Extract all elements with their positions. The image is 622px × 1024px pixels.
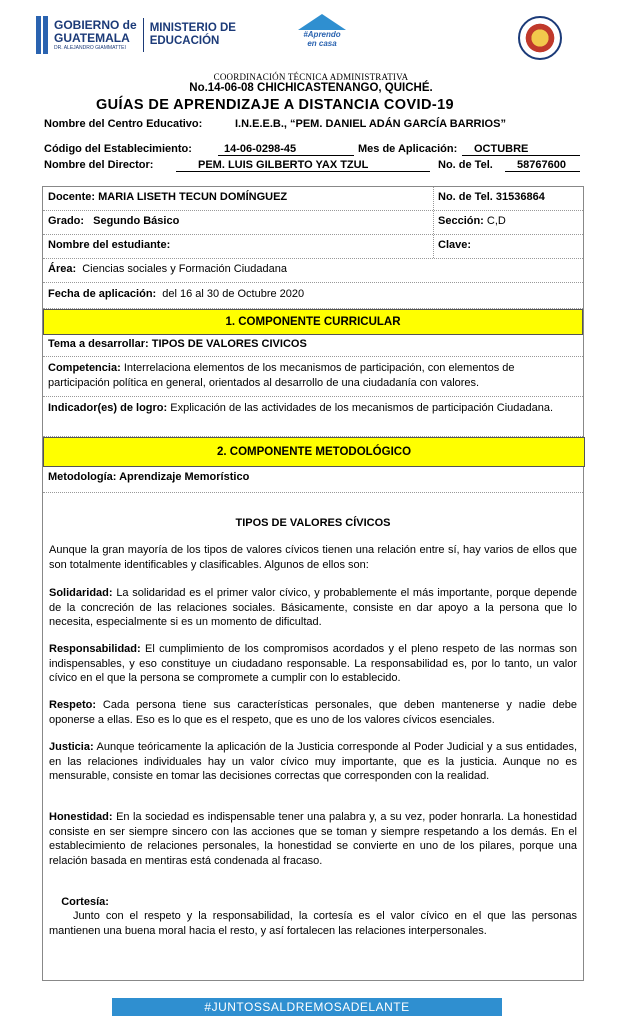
topic-label: Tema a desarrollar: [48, 338, 149, 350]
ministry-line2: EDUCACIÓN [149, 35, 220, 47]
area-row [43, 259, 583, 283]
value-term: Solidaridad: [49, 587, 113, 599]
section-label: Sección: [438, 215, 484, 227]
director-label: Nombre del Director: [44, 159, 154, 171]
area-value: Ciencias sociales y Formación Ciudadana [82, 263, 288, 275]
aprendo-en-casa-house-icon [298, 14, 346, 30]
teacher-name: Docente: MARIA LISETH TECUN DOMÍNGUEZ [48, 191, 288, 203]
component-curricular-header: 1. COMPONENTE CURRICULAR [43, 309, 583, 335]
value-text: El cumplimiento de los compromisos acordados y el pleno respeto de las normas son indispensables, y eso constituye un ciudadano responsable. La responsabilidad es, por lo tanto, un valor cívico en el que la persona se compromete a cumplir con lo establecido. [49, 643, 577, 684]
value-justicia [49, 740, 577, 784]
grade-row [43, 211, 583, 235]
gov-sub: DR. ALEJANDRO GIAMMATTEI [54, 44, 126, 51]
center-label: Nombre del Centro Educativo: [44, 118, 203, 130]
value-term: Honestidad: [49, 811, 113, 823]
phone-label: No. de Tel. [438, 159, 493, 171]
teacher-phone-label: No. de Tel. [438, 191, 493, 203]
content-title: TIPOS DE VALORES CÍVICOS [235, 517, 391, 529]
value-text: La solidaridad es el primer valor cívico, y probablemente el más importante, porque depende de la concreción de las relaciones sociales. Básicamente, consiste en dar apoyo a la persona que lo necesita, especialmente si es un momento de dificultad. [49, 587, 578, 628]
method-label: Metodología: [48, 471, 117, 483]
coordination-line: COORDINACIÓN TÉCNICA ADMINISTRATIVA [213, 72, 409, 82]
gov-line2: GUATEMALA [54, 30, 130, 45]
school-seal-icon [518, 16, 562, 60]
content-intro: Aunque la gran mayoría de los tipos de valores cívicos tienen una relación entre sí, hay varios de ellos que son totalmente identificables y clasificables. Algunos de ellos son: [49, 544, 577, 571]
competence-label: Competencia: [48, 362, 121, 374]
value-text: Aunque teóricamente la aplicación de la Justicia corresponde al Poder Judicial y a sus entidades, en las relaciones individuales hay un valor cívico muy importante, que es la justicia. Aunque no es mensurable, consiste en tomar las decisiones correctas que corresponden con la realidad. [49, 741, 577, 782]
date-value: del 16 al 30 de Octubre 2020 [162, 288, 305, 300]
value-term: Responsabilidad: [49, 643, 141, 655]
competence-row [43, 357, 583, 397]
method-value: Aprendizaje Memorístico [119, 471, 250, 483]
student-row [43, 235, 583, 259]
guide-title: GUÍAS DE APRENDIZAJE A DISTANCIA COVID-19 [96, 97, 454, 113]
value-text: En la sociedad es indispensable tener una palabra y, a su vez, poder honrarla. La honestidad consiste en ser siempre sincero con las acciones que se toman y siempre respetando a los demás. En el establecimiento de relaciones personales, la honestidad se convierte en uno de los pilares, porque una relación basada en mentiras está condenada al fracaso. [49, 811, 577, 867]
location-line: No.14-06-08 CHICHICASTENANGO, QUICHÉ. [189, 82, 433, 94]
student-label: Nombre del estudiante: [48, 239, 171, 251]
competence-value: Interrelaciona elementos de los mecanismos de participación, con elementos de participación política en general, orientados al desarrollo de una ciudadanía con valores. [48, 362, 515, 389]
value-text: Junto con el respeto y la responsabilidad, la cortesía es el valor cívico en el que las personas mantienen una buena moral hacia el resto, y así fortalecen las relaciones interpersonales. [49, 910, 596, 937]
value-honestidad [49, 810, 577, 868]
indicator-value: Explicación de las actividades de los mecanismos de participación Ciudadana. [170, 402, 554, 414]
value-responsabilidad [49, 642, 577, 686]
value-term: Respeto: [49, 699, 97, 711]
topic-value: TIPOS DE VALORES CIVICOS [151, 338, 307, 350]
date-label: Fecha de aplicación: [48, 288, 157, 300]
month-value: OCTUBRE [462, 143, 580, 156]
component-metodologico-header: 2. COMPONENTE METODOLÓGICO [43, 437, 585, 467]
aprendo-label: #Aprendo en casa [303, 30, 341, 48]
key-label: Clave: [438, 239, 472, 251]
director-value: PEM. LUIS GILBERTO YAX TZUL [176, 159, 430, 172]
guide-table [42, 186, 596, 981]
logo-divider [143, 18, 144, 52]
value-respeto [49, 698, 577, 727]
value-term: Cortesía: [61, 895, 109, 908]
value-cortesia [49, 880, 596, 953]
date-row [43, 283, 583, 309]
value-solidaridad [49, 586, 577, 630]
area-label: Área: [48, 263, 77, 275]
footer-hashtag-banner: #JUNTOSSALDREMOSADELANTE [112, 998, 502, 1016]
gobierno-guatemala-logo [36, 14, 246, 56]
phone-value: 58767600 [505, 159, 580, 172]
gov-line1: GOBIERNO de [54, 17, 137, 32]
teacher-row [43, 187, 583, 211]
indicator-label: Indicador(es) de logro: [48, 402, 168, 414]
value-text: Cada persona tiene sus características personales, que deben mantenerse y nadie debe oponerse a ellas. Eso es lo que es el respeto, que es uno de los valores cívicos esenciales. [49, 699, 577, 726]
code-label: Código del Establecimiento: [44, 143, 192, 155]
indicator-row [43, 397, 583, 437]
teacher-phone-value: 31536864 [495, 191, 545, 203]
guatemala-flag-bars-icon [36, 16, 48, 54]
ministry-line1: MINISTERIO DE [149, 22, 236, 34]
center-value: I.N.E.E.B., “PEM. DANIEL ADÁN GARCÍA BARRIOS” [235, 118, 506, 130]
aprendo-en-casa-logo [298, 14, 346, 58]
grade-label: Grado: [48, 215, 85, 227]
value-term: Justicia: [49, 741, 94, 753]
section-value: C,D [486, 215, 506, 227]
code-value: 14-06-0298-45 [218, 143, 354, 156]
topic-row [43, 335, 583, 357]
grade-value: Segundo Básico [93, 215, 180, 227]
month-label: Mes de Aplicación: [358, 143, 458, 155]
method-row [43, 467, 583, 493]
